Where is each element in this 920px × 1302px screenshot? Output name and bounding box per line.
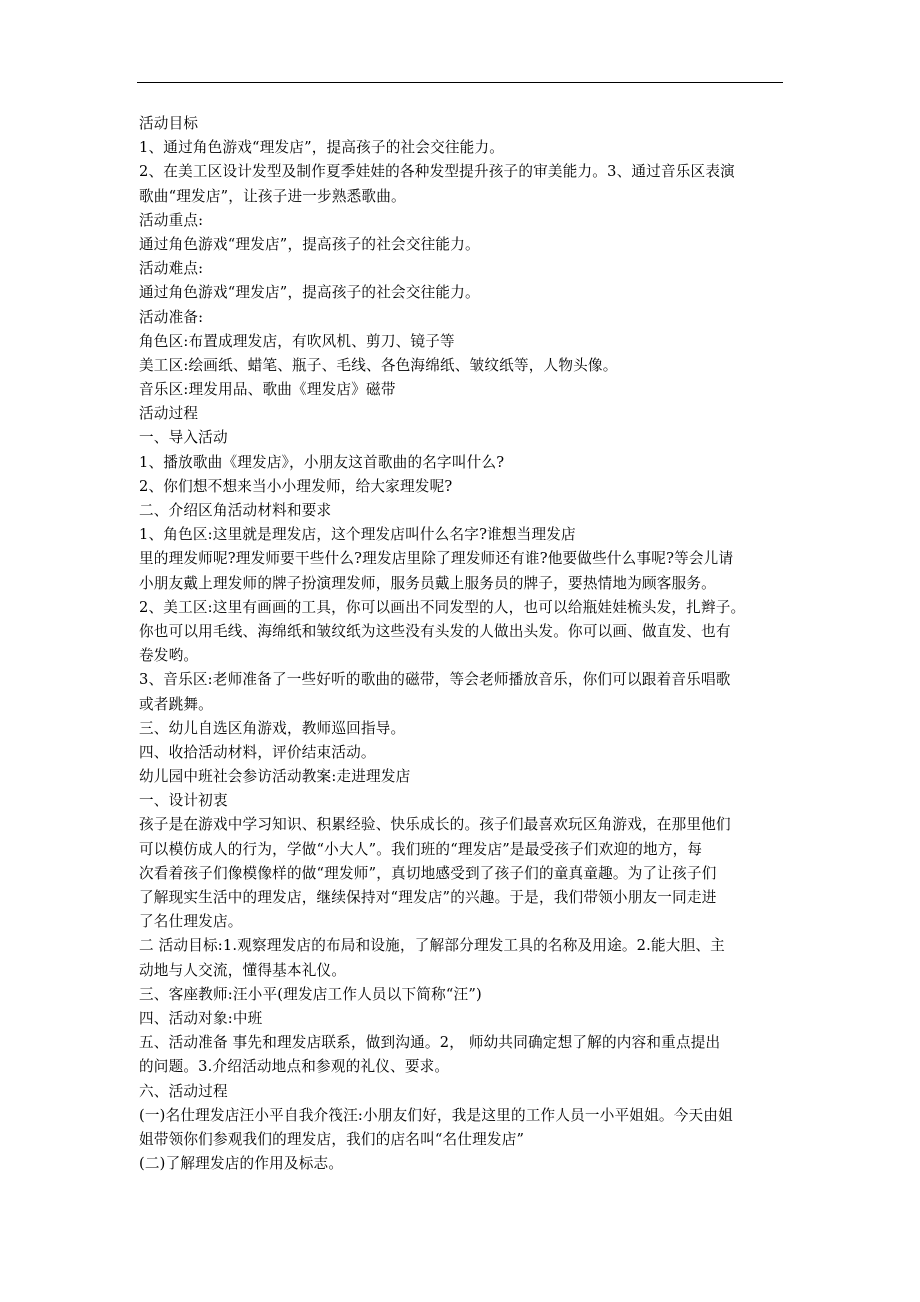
text-line: 歌曲“理发店”，让孩子进一步熟悉歌曲。 — [139, 187, 406, 205]
text-line: 四、活动对象:中班 — [139, 1009, 263, 1027]
text-line: 六、活动过程 — [139, 1082, 228, 1100]
text-line: 的问题。3.介绍活动地点和参观的礼仪、要求。 — [139, 1058, 450, 1076]
header-rule — [137, 82, 783, 83]
text-line: 幼儿园中班社会参访活动教案:走进理发店 — [139, 768, 411, 786]
text-line: 了名仕理发店。 — [139, 913, 243, 931]
text-line: (一)名仕理发店汪小平自我介筏汪:小朋友们好，我是这里的工作人员一小平姐姐。今天由姐 — [139, 1106, 733, 1124]
text-line: 三、幼儿自选区角游戏，教师巡回指导。 — [139, 719, 406, 737]
text-line: 你也可以用毛线、海绵纸和皱纹纸为这些没有头发的人做出头发。你可以画、做直发、也有 — [139, 622, 731, 640]
text-line: 2、美工区:这里有画画的工具，你可以画出不同发型的人，也可以给瓶娃娃梳头发，扎辫子。 — [139, 598, 746, 616]
text-line: 一、导入活动 — [139, 429, 228, 447]
text-line: 二 活动目标:1.观察理发店的布局和设施，了解部分理发工具的名称及用途。2.能大胆、主 — [139, 937, 725, 955]
text-line: 姐带领你们参观我们的理发店，我们的店名叫“名仕理发店” — [139, 1130, 525, 1148]
text-line: 通过角色游戏“理发店”，提高孩子的社会交往能力。 — [139, 284, 480, 302]
text-line: 或者跳舞。 — [139, 695, 213, 713]
text-line: 1、通过角色游戏“理发店”，提高孩子的社会交往能力。 — [139, 139, 505, 157]
text-line: 一、设计初衷 — [139, 792, 228, 810]
text-line: 动地与人交流，懂得基本礼仪。 — [139, 961, 347, 979]
text-line: 里的理发师呢?理发师要干些什么?理发店里除了理发师还有谁?他要做些什么事呢?等会儿请 — [139, 550, 734, 568]
text-line: 活动难点: — [139, 260, 204, 278]
text-line: 了解现实生活中的理发店，继续保持对“理发店”的兴趣。于是，我们带领小朋友一同走进 — [139, 889, 717, 906]
text-line: 次看着孩子们像模像样的做“理发师”，真切地感受到了孩子们的童真童趣。为了让孩子们 — [139, 864, 717, 882]
text-line: 卷发哟。 — [139, 647, 199, 665]
text-line: 小朋友戴上理发师的牌子扮演理发师，服务员戴上服务员的牌子，要热情地为顾客服务。 — [139, 574, 716, 592]
text-line: 可以模仿成人的行为，学做“小大人”。我们班的“理发店”是最受孩子们欢迎的地方，每 — [139, 840, 703, 858]
text-line: 通过角色游戏“理发店”，提高孩子的社会交往能力。 — [139, 235, 480, 253]
text-line: 2、在美工区设计发型及制作夏季娃娃的各种发型提升孩子的审美能力。3、通过音乐区表演 — [139, 163, 735, 181]
text-line: 五、活动准备 事先和理发店联系，做到沟通。2， 师幼共同确定想了解的内容和重点提出 — [139, 1034, 721, 1052]
text-line: 角色区:布置成理发店，有吹风机、剪刀、镜子等 — [139, 332, 455, 350]
text-line: 活动重点: — [139, 211, 204, 229]
text-line: 孩子是在游戏中学习知识、积累经验、快乐成长的。孩子们最喜欢玩区角游戏，在那里他们 — [139, 816, 731, 834]
text-line: 1、角色区:这里就是理发店，这个理发店叫什么名字?谁想当理发店 — [139, 526, 576, 544]
text-line: 活动目标 — [139, 115, 199, 132]
text-line: 3、音乐区:老师准备了一些好听的歌曲的磁带，等会老师播放音乐，你们可以跟着音乐唱歌 — [139, 671, 731, 689]
text-line: 三、客座教师:汪小平(理发店工作人员以下简称“汪”) — [139, 985, 482, 1003]
text-line: (二)了解理发店的作用及标志。 — [139, 1155, 344, 1173]
text-line: 美工区:绘画纸、蜡笔、瓶子、毛线、各色海绵纸、皱纹纸等，人物头像。 — [139, 356, 618, 374]
text-line: 2、你们想不想来当小小理发师，给大家理发呢? — [139, 477, 453, 495]
text-line: 活动准备: — [139, 308, 204, 326]
document-body — [139, 112, 785, 1176]
text-line: 四、收拾活动材料，评价结束活动。 — [139, 743, 376, 761]
text-line: 音乐区:理发用品、歌曲《理发店》磁带 — [139, 381, 396, 399]
text-line: 活动过程 — [139, 405, 199, 423]
text-line: 二、介绍区角活动材料和要求 — [139, 502, 332, 519]
text-line: 1、播放歌曲《理发店》，小朋友这首歌曲的名字叫什么? — [139, 453, 505, 471]
